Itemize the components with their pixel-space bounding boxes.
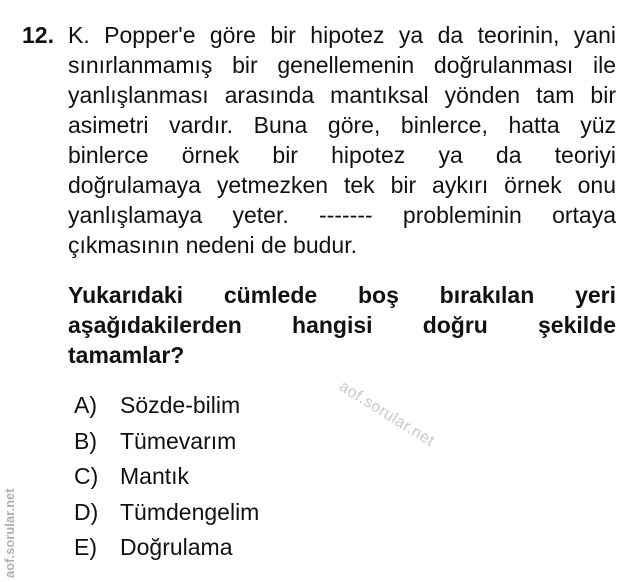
option-c[interactable] <box>74 459 259 495</box>
question-text <box>68 20 616 260</box>
question-line: yanlışlanması arasında mantıksal yönden tam bir <box>68 82 616 108</box>
option-text: Tümdengelim <box>120 498 260 525</box>
answer-options <box>74 388 259 566</box>
option-e[interactable] <box>74 530 259 566</box>
option-a[interactable] <box>74 388 259 424</box>
option-text: Tümevarım <box>120 427 237 454</box>
question-line: sınırlanmamış bir genellemenin doğrulanması ile <box>68 52 616 78</box>
prompt-line: aşağıdakilerden hangisi doğru şekilde <box>68 312 616 338</box>
option-text: Doğrulama <box>120 534 233 560</box>
option-letter: E) <box>74 534 97 560</box>
option-letter: C) <box>74 463 99 489</box>
option-text: Sözde-bilim <box>120 392 241 418</box>
question-line: K. Popper'e göre bir hipotez ya da teorinin, yani <box>68 22 616 48</box>
question-line: doğrulamaya yetmezken tek bir aykırı örnek onu <box>68 172 616 198</box>
option-d[interactable] <box>74 495 259 531</box>
option-text: Mantık <box>120 463 190 489</box>
option-b[interactable] <box>74 424 259 460</box>
question-number: 12. <box>22 22 54 48</box>
prompt-line: Yukarıdaki cümlede boş bırakılan yeri <box>68 282 616 308</box>
option-letter: B) <box>74 427 97 454</box>
option-letter: A) <box>74 392 97 418</box>
question-line: asimetri vardır. Buna göre, binlerce, hatta yüz <box>68 112 616 138</box>
option-letter: D) <box>74 498 99 525</box>
question-line: binlerce örnek bir hipotez ya da teoriyi <box>68 142 616 168</box>
question-line: çıkmasının nedeni de budur. <box>68 232 357 258</box>
question-prompt <box>68 280 616 370</box>
question-line: yanlışlamaya yeter. ------- probleminin ortaya <box>68 202 616 228</box>
prompt-line: tamamlar? <box>68 342 185 368</box>
watermark-diagonal: aof.sorular.net <box>335 378 438 451</box>
watermark-side: aof.sorular.net <box>2 488 17 578</box>
